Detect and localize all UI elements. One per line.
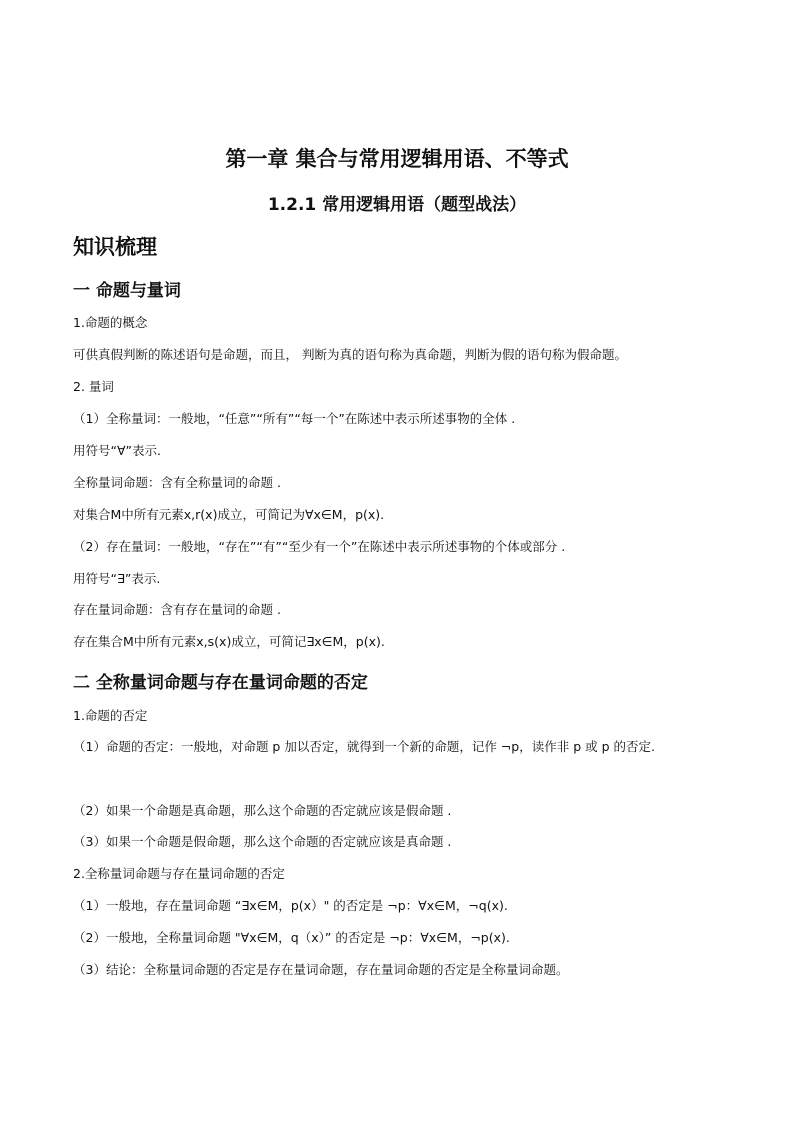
part2-line-4: （3）如果一个命题是假命题，那么这个命题的否定就应该是真命题 .	[73, 834, 452, 849]
part2-line-6: （1）一般地，存在量词命题 “∃x∈M，p(x）" 的否定是 ¬p：∀x∈M，¬q(x).	[73, 898, 508, 913]
part1-line-11: 存在集合M中所有元素x,s(x)成立，可简记∃x∈M，p(x).	[73, 634, 385, 649]
section-title: 1.2.1 常用逻辑用语（题型战法）	[267, 195, 527, 215]
part1-line-2: 可供真假判断的陈述语句是命题，而且， 判断为真的语句称为真命题，判断为假的语句称为假命题。	[73, 347, 627, 362]
part2-heading: 二 全称量词命题与存在量词命题的否定	[73, 673, 368, 693]
part1-line-7: 对集合M中所有元素x,r(x)成立，可简记为∀x∈M，p(x).	[73, 507, 385, 522]
part2-line-5: 2.全称量词命题与存在量词命题的否定	[73, 866, 285, 881]
part2-line-8: （3）结论：全称量词命题的否定是存在量词命题，存在量词命题的否定是全称量词命题。	[73, 962, 569, 977]
part1-line-9: 用符号“∃”表示.	[73, 571, 161, 586]
knowledge-heading: 知识梳理	[73, 235, 157, 259]
part1-line-5: 用符号“∀”表示.	[73, 443, 161, 458]
part1-line-3: 2. 量词	[73, 379, 114, 394]
chapter-title: 第一章 集合与常用逻辑用语、不等式	[225, 147, 569, 171]
part1-line-10: 存在量词命题：含有存在量词的命题 .	[73, 602, 281, 617]
part1-line-8: （2）存在量词：一般地，“存在”“有”“至少有一个”在陈述中表示所述事物的个体或部分 .	[73, 539, 566, 554]
part1-line-6: 全称量词命题：含有全称量词的命题 .	[73, 475, 281, 490]
part1-line-1: 1.命题的概念	[73, 315, 148, 330]
part2-line-2: （1）命题的否定：一般地，对命题 p 加以否定，就得到一个新的命题，记作 ¬p，读作非 p 或 p 的否定.	[73, 739, 655, 754]
part2-line-1: 1.命题的否定	[73, 708, 148, 723]
part1-line-4: （1）全称量词：一般地，“任意”“所有”“每一个”在陈述中表示所述事物的全体 .	[73, 411, 516, 426]
part2-line-7: （2）一般地，全称量词命题 "∀x∈M，q（x）” 的否定是 ¬p：∀x∈M，¬p(x).	[73, 930, 510, 945]
part1-heading: 一 命题与量词	[73, 281, 181, 301]
part2-line-3: （2）如果一个命题是真命题，那么这个命题的否定就应该是假命题 .	[73, 803, 452, 818]
